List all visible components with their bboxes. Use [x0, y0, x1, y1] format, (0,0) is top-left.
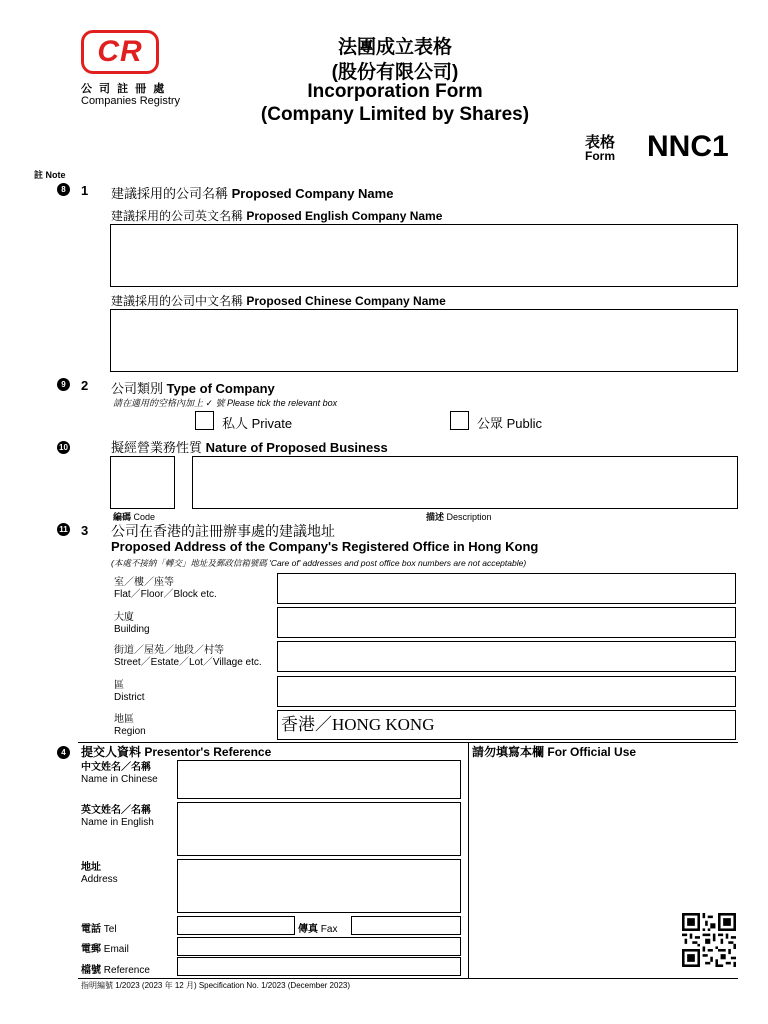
tel-label-en: Tel: [103, 924, 117, 935]
chinese-name-label: [111, 292, 446, 309]
building-label: [114, 612, 150, 636]
note-badge-9: 9: [57, 378, 70, 391]
street-field[interactable]: [277, 641, 736, 672]
section2-number: 2: [81, 378, 89, 393]
section1-heading: [111, 183, 393, 202]
section3-heading-cn: 公司在香港的註冊辦事處的建議地址: [111, 523, 335, 539]
note-badge-10: 10: [57, 441, 70, 454]
name-chinese-label: [81, 762, 158, 786]
title-en-2: (Company Limited by Shares): [260, 104, 530, 125]
code-label-cn: 編碼: [113, 512, 132, 522]
chinese-name-label-cn: 建議採用的公司中文名稱: [111, 294, 244, 308]
reference-label: [81, 961, 150, 976]
flat-label: [114, 577, 217, 601]
email-label-en: Email: [103, 944, 129, 955]
business-description-field[interactable]: [192, 456, 738, 509]
region-label-en: Region: [114, 726, 146, 737]
section1-heading-cn: 建議採用的公司名稱: [111, 186, 229, 201]
business-heading: [111, 437, 388, 456]
presentor-heading-cn: 提交人資料: [81, 745, 142, 759]
street-label-en: Street／Estate／Lot／Village etc.: [114, 657, 262, 668]
specification-footer: 指明編號 1/2023 (2023 年 12 月) Specification No. 1/2023 (December 2023): [81, 981, 351, 990]
cr-logo: CR: [81, 30, 159, 74]
street-label-cn: 街道／屋苑／地段／村等: [114, 645, 224, 656]
address-note: (本處不接納「轉交」地址及郵政信箱號碼 'Care of' addresses and post office box numbers are not acceptable): [111, 558, 527, 568]
region-field: 香港／HONG KONG: [277, 710, 736, 740]
official-heading: [472, 743, 636, 760]
english-name-label-en: Proposed English Company Name: [246, 209, 443, 223]
reference-label-cn: 檔號: [81, 965, 101, 976]
address-label-en: Address: [81, 874, 118, 885]
registry-name-en: Companies Registry: [81, 95, 181, 107]
private-label-cn: 私人: [222, 416, 249, 431]
presentor-name-english-field[interactable]: [177, 802, 461, 856]
note-label: 註 Note: [34, 170, 66, 180]
district-label: [114, 680, 145, 704]
district-label-cn: 區: [114, 680, 124, 691]
presentor-email-field[interactable]: [177, 937, 461, 956]
private-label-en: Private: [251, 416, 293, 431]
name-chinese-label-en: Name in Chinese: [81, 774, 158, 785]
section3-heading-en: Proposed Address of the Company's Registered Office in Hong Kong: [111, 539, 539, 554]
chinese-name-label-en: Proposed Chinese Company Name: [246, 294, 446, 308]
presentor-bottom-rule: [78, 978, 738, 979]
title-en-1: Incorporation Form: [307, 81, 483, 102]
region-label: [114, 714, 146, 738]
fax-label-en: Fax: [320, 924, 338, 935]
region-label-cn: 地區: [114, 714, 134, 725]
private-label: [222, 413, 292, 432]
email-label-cn: 電郵: [81, 944, 101, 955]
description-label-en: Description: [446, 512, 492, 522]
private-checkbox[interactable]: [195, 411, 214, 430]
section2-heading-en: Type of Company: [166, 381, 275, 396]
flat-field[interactable]: [277, 573, 736, 604]
presentor-heading: [81, 743, 271, 760]
business-heading-cn: 擬經營業務性質: [111, 440, 203, 455]
flat-label-en: Flat／Floor／Block etc.: [114, 589, 217, 600]
title-cn-1: 法團成立表格: [337, 37, 452, 58]
presentor-divider: [468, 742, 469, 978]
section2-heading-cn: 公司類別: [111, 381, 164, 396]
fax-label-cn: 傳真: [298, 924, 318, 935]
description-label: [426, 510, 492, 523]
official-heading-en: For Official Use: [547, 745, 637, 759]
presentor-address-field[interactable]: [177, 859, 461, 913]
presentor-fax-field[interactable]: [351, 916, 461, 935]
section3-number: 3: [81, 523, 89, 538]
form-code: NNC1: [647, 130, 729, 163]
reference-label-en: Reference: [103, 965, 150, 976]
building-field[interactable]: [277, 607, 736, 638]
email-label: [81, 940, 129, 955]
district-field[interactable]: [277, 676, 736, 707]
english-name-field[interactable]: [110, 224, 738, 287]
registry-name-cn: 公 司 註 冊 處: [81, 83, 167, 95]
form-label-cn: 表格: [585, 134, 616, 151]
official-heading-cn: 請勿填寫本欄: [472, 745, 545, 759]
address-label: [81, 862, 118, 886]
business-heading-en: Nature of Proposed Business: [205, 440, 388, 455]
flat-label-cn: 室／樓／座等: [114, 577, 174, 588]
note-badge-8: 8: [57, 183, 70, 196]
tel-label-cn: 電話: [81, 924, 101, 935]
section1-number: 1: [81, 183, 89, 198]
public-label-en: Public: [506, 416, 543, 431]
name-english-label-en: Name in English: [81, 817, 154, 828]
qr-code: [682, 913, 736, 967]
building-label-en: Building: [114, 624, 150, 635]
english-name-label-cn: 建議採用的公司英文名稱: [111, 209, 244, 223]
business-code-field[interactable]: [110, 456, 175, 509]
description-label-cn: 描述: [426, 512, 445, 522]
address-label-cn: 地址: [81, 862, 101, 873]
name-english-label-cn: 英文姓名／名稱: [81, 805, 151, 816]
note-badge-4: 4: [57, 746, 70, 759]
english-name-label: [111, 207, 442, 224]
code-label-en: Code: [133, 512, 156, 522]
section2-heading: [111, 378, 275, 397]
note-badge-11: 11: [57, 523, 70, 536]
presentor-heading-en: Presentor's Reference: [144, 745, 272, 759]
public-checkbox[interactable]: [450, 411, 469, 430]
fax-label: [298, 920, 337, 935]
building-label-cn: 大廈: [114, 612, 134, 623]
presentor-reference-field[interactable]: [177, 957, 461, 976]
form-label-en: Form: [585, 149, 615, 163]
title-cn-2: (股份有限公司): [331, 62, 459, 83]
public-label-cn: 公眾: [477, 416, 504, 431]
section1-heading-en: Proposed Company Name: [231, 186, 394, 201]
tick-instruction: 請在適用的空格內加上 ✓ 號 Please tick the relevant box: [113, 398, 338, 408]
public-label: [477, 413, 542, 432]
name-english-label: [81, 805, 154, 829]
district-label-en: District: [114, 692, 145, 703]
presentor-tel-field[interactable]: [177, 916, 295, 935]
chinese-name-field[interactable]: [110, 309, 738, 372]
presentor-name-chinese-field[interactable]: [177, 760, 461, 799]
name-chinese-label-cn: 中文姓名／名稱: [81, 762, 151, 773]
tel-label: [81, 920, 117, 935]
street-label: [114, 645, 262, 669]
